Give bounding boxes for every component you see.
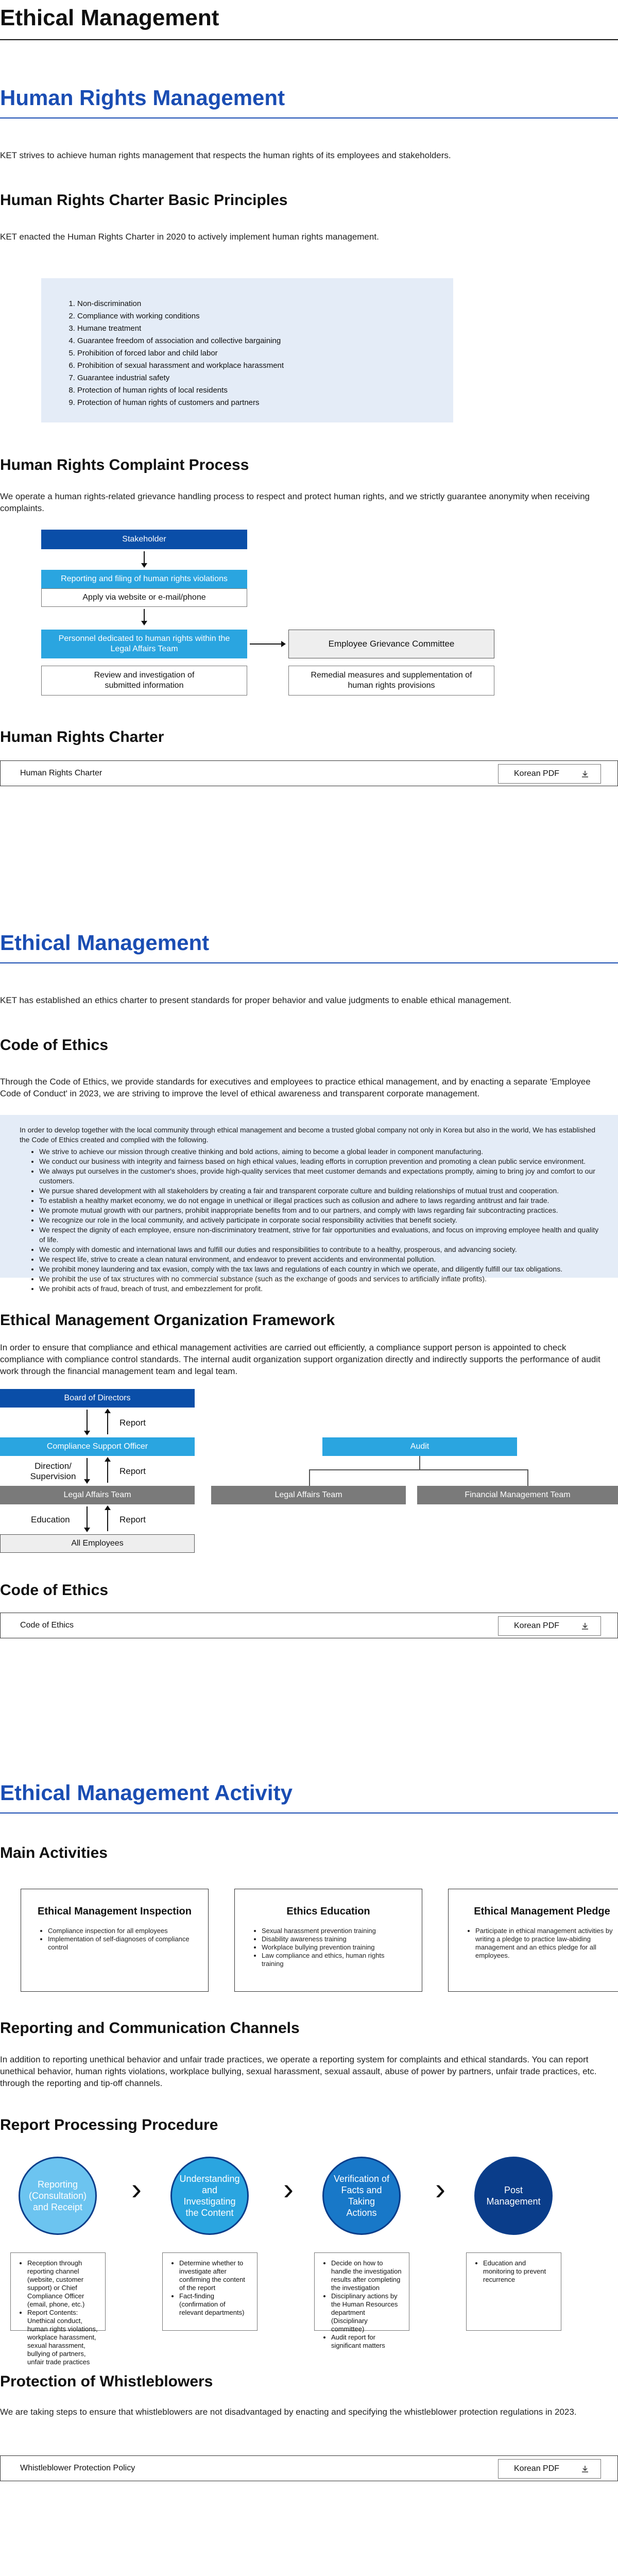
korean-pdf-button[interactable]	[498, 2459, 601, 2479]
procedure-step-label: Reporting (Consultation) and Receipt	[28, 2179, 87, 2212]
chevron-right-icon: ›	[283, 2172, 294, 2206]
reporting-channels-title: Reporting and Communication Channels	[0, 2020, 300, 2037]
org-audit: Audit	[322, 1437, 517, 1456]
complaint-process-text: We operate a human rights-related grievance handling process to respect and protect human rights, and we strictly guarantee anonymity when receiving complaints.	[0, 492, 590, 513]
procedure-step-circle	[19, 2157, 97, 2235]
download-icon	[581, 2465, 589, 2473]
section-title-activity: Ethical Management Activity	[0, 1781, 293, 1805]
principles-box	[41, 278, 453, 422]
procedure-step-item: • Determine whether to investigate after confirming the content of the report	[179, 2259, 250, 2292]
org-report-label: Report	[119, 1418, 146, 1428]
code-item: • To establish a healthy market economy, we do not engage in unethical or illegal practices such as collusion and adhere to laws regarding antitrust and fair trade.	[39, 1196, 604, 1206]
document-name: Code of Ethics	[20, 1621, 74, 1630]
code-item: • We pursue shared development with all stakeholders by creating a fair and transparent corporate culture and building relationships of mutual trust and cooperation.	[39, 1186, 604, 1196]
flow-stakeholder: Stakeholder	[41, 530, 247, 549]
document-name: Whistleblower Protection Policy	[20, 2464, 135, 2472]
flow-committee: Employee Grievance Committee	[288, 630, 494, 658]
code-doc-title: Code of Ethics	[0, 1582, 109, 1599]
activity-card-title: Ethical Management Inspection	[38, 1906, 192, 1917]
principle-item: 2. Compliance with working conditions	[77, 310, 453, 323]
procedure-step-label: Understanding and Investigating the Content	[179, 2174, 240, 2218]
procedure-title: Report Processing Procedure	[0, 2116, 218, 2133]
code-item: • We prohibit the use of tax structures with no commercial substance (such as the exchange of goods and services to artificially inflate profits).	[39, 1274, 604, 1284]
divider	[0, 117, 618, 118]
charter-principles-text: KET enacted the Human Rights Charter in 2020 to actively implement human rights management.	[0, 232, 379, 242]
code-of-ethics-text: Through the Code of Ethics, we provide standards for executives and employees to practice ethical management, and by enacting a separate 'Employee Code of Conduct' in 2023, we are striving to improve the level of ethical awareness and transparent corporate management.	[0, 1077, 591, 1098]
principle-item: 9. Protection of human rights of customers and partners	[77, 397, 453, 409]
button-label: Korean PDF	[514, 769, 560, 778]
org-report-label: Report	[119, 1515, 146, 1524]
button-label: Korean PDF	[514, 2464, 560, 2473]
org-education-label: Education	[31, 1515, 70, 1524]
charter-principles-title: Human Rights Charter Basic Principles	[0, 192, 288, 209]
activity-card-item: • Compliance inspection for all employees	[48, 1927, 192, 1935]
org-finance: Financial Management Team	[417, 1486, 618, 1504]
code-list	[20, 1147, 604, 1294]
divider	[0, 1812, 618, 1814]
org-all-employees: All Employees	[0, 1534, 195, 1553]
code-item: • We strive to achieve our mission through creative thinking and bold actions, aiming to become a global leader in component manufacturing.	[39, 1147, 604, 1157]
code-of-ethics-title: Code of Ethics	[0, 1037, 109, 1054]
whistleblower-doc-row	[0, 2455, 618, 2481]
whistleblower-text: We are taking steps to ensure that whistleblowers are not disadvantaged by enacting and specifying the whistleblower protection regulations in 2023.	[0, 2407, 577, 2417]
complaint-process-title: Human Rights Complaint Process	[0, 456, 249, 473]
code-item: • We prohibit acts of fraud, breach of trust, and embezzlement for profit.	[39, 1284, 604, 1294]
code-doc-row	[0, 1613, 618, 1638]
flow-report: Reporting and filing of human rights violations	[41, 570, 247, 588]
flow-review: Review and investigation of submitted information	[41, 666, 247, 696]
org-cso: Compliance Support Officer	[0, 1437, 195, 1456]
procedure-step-circle	[170, 2157, 249, 2235]
procedure-step-detail	[10, 2252, 106, 2366]
code-item: • We conduct our business with integrity and fairness based on high ethical values, leading efforts in corruption prevention and promoting a clean public service environment.	[39, 1157, 604, 1166]
arrow-right-icon	[250, 643, 285, 645]
activity-card-item: • Law compliance and ethics, human rights training	[262, 1952, 405, 1968]
code-item: • We comply with domestic and international laws and fulfill our duties and responsibilities to contribute to a healthy, prosperous, and advancing society.	[39, 1245, 604, 1255]
arrow-up-icon	[107, 1458, 108, 1483]
org-framework-title: Ethical Management Organization Framework	[0, 1312, 335, 1329]
connector	[527, 1469, 528, 1486]
download-icon	[581, 770, 589, 778]
org-legal: Legal Affairs Team	[0, 1486, 195, 1504]
principle-item: 1. Non-discrimination	[77, 298, 453, 310]
org-framework-text: In order to ensure that compliance and ethical management activities are carried out efficiently, a compliance support person is appointed to check compliance with compliance control standards. The internal audit organization support organization directly and indirectly supports the performance of audit work through the financial management team and legal team.	[0, 1343, 600, 1376]
whistleblower-title: Protection of Whistleblowers	[0, 2373, 213, 2390]
arrow-down-icon	[144, 551, 145, 567]
flow-remedial: Remedial measures and supplementation of human rights provisions	[288, 666, 494, 696]
button-label: Korean PDF	[514, 1621, 560, 1630]
arrow-up-icon	[107, 1410, 108, 1434]
hr-charter-title: Human Rights Charter	[0, 728, 164, 745]
procedure-step-item: • Reception through reporting channel (website, customer support) or Chief Compliance Officer (email, phone, etc.)	[27, 2259, 98, 2309]
activity-card-item: • Disability awareness training	[262, 1935, 405, 1943]
org-direction-label: Direction/ Supervision	[30, 1461, 76, 1481]
chevron-right-icon: ›	[435, 2172, 445, 2206]
activity-card-title: Ethical Management Pledge	[474, 1906, 610, 1917]
procedure-step-detail	[466, 2252, 561, 2331]
page-title: Ethical Management	[0, 5, 219, 30]
connector	[309, 1469, 528, 1470]
code-item: • We promote mutual growth with our partners, prohibit inappropriate benefits from and to our partners, and comply with laws regarding fair subcontracting practices.	[39, 1206, 604, 1215]
connector	[419, 1456, 420, 1469]
procedure-step-detail	[314, 2252, 409, 2349]
activity-card-item: • Sexual harassment prevention training	[262, 1927, 405, 1935]
procedure-step-item: • Audit report for significant matters	[331, 2333, 402, 2350]
reporting-channels-text: In addition to reporting unethical behavior and unfair trade practices, we operate a reporting system for complaints and ethical standards. You can report unethical behavior, human rights violations, workplace bullying, sexual harassment, sexual assault, abuse of power by partners, unfair trade practices, etc. through the reporting and tip-off channels.	[0, 2055, 597, 2088]
code-lead: In order to develop together with the local community through ethical management and become a trusted global company not only in Korea but also in the world, We has established the Code of Ethics created and complied with the following.	[20, 1126, 596, 1144]
chevron-right-icon: ›	[131, 2172, 142, 2206]
procedure-step-detail	[162, 2252, 258, 2331]
arrow-down-icon	[87, 1458, 88, 1483]
download-icon	[581, 1622, 589, 1630]
arrow-down-icon	[87, 1410, 88, 1434]
activity-card	[448, 1889, 618, 1992]
activity-card	[234, 1889, 422, 1992]
code-item: • We recognize our role in the local community, and actively participate in corporate social responsibility activities that benefit society.	[39, 1215, 604, 1225]
flow-apply: Apply via website or e-mail/phone	[41, 588, 247, 607]
principle-item: 5. Prohibition of forced labor and child labor	[77, 347, 453, 360]
procedure-step-circle	[322, 2157, 401, 2235]
procedure-step-item: • Education and monitoring to prevent recurrence	[483, 2259, 554, 2284]
code-item: • We always put ourselves in the customer's shoes, provide high-quality services that meet customer demands and expectations promptly, aiming to bring joy and comfort to our customers.	[39, 1166, 604, 1186]
arrow-down-icon	[144, 609, 145, 624]
arrow-down-icon	[87, 1506, 88, 1531]
korean-pdf-button[interactable]	[498, 1616, 601, 1636]
principle-item: 4. Guarantee freedom of association and collective bargaining	[77, 335, 453, 347]
flow-personnel: Personnel dedicated to human rights within the Legal Affairs Team	[41, 630, 247, 658]
procedure-step-label: Verification of Facts and Taking Actions	[333, 2174, 390, 2218]
divider	[0, 39, 618, 40]
hr-charter-row	[0, 760, 618, 786]
activity-card-item: • Workplace bullying prevention training	[262, 1943, 405, 1952]
activity-card-title: Ethics Education	[286, 1906, 370, 1917]
activity-card	[21, 1889, 209, 1992]
activity-card-item: • Implementation of self-diagnoses of compliance control	[48, 1935, 192, 1952]
section-title-ethical-management: Ethical Management	[0, 930, 210, 955]
principle-item: 3. Humane treatment	[77, 323, 453, 335]
hr-intro: KET strives to achieve human rights management that respects the human rights of its employees and stakeholders.	[0, 150, 451, 160]
activity-card-item: • Participate in ethical management activities by writing a pledge to practice law-abiding management and an ethics pledge for all employees.	[475, 1927, 618, 1960]
document-name: Human Rights Charter	[20, 769, 102, 777]
principle-item: 7. Guarantee industrial safety	[77, 372, 453, 384]
korean-pdf-button[interactable]	[498, 764, 601, 784]
section-title-human-rights: Human Rights Management	[0, 86, 285, 110]
org-legal-2: Legal Affairs Team	[211, 1486, 406, 1504]
procedure-step-item: • Decide on how to handle the investigation results after completing the investigation	[331, 2259, 402, 2292]
procedure-step-label: Post Management	[486, 2185, 541, 2207]
em-intro: KET has established an ethics charter to present standards for proper behavior and value judgments to enable ethical management.	[0, 995, 511, 1005]
code-item: • We respect life, strive to create a clean natural environment, and endeavor to prevent accidents and environmental pollution.	[39, 1255, 604, 1264]
code-box	[0, 1115, 618, 1293]
procedure-step-item: • Fact-finding (confirmation of relevant departments)	[179, 2292, 250, 2317]
org-report-label: Report	[119, 1466, 146, 1476]
code-item: • We prohibit money laundering and tax evasion, comply with the tax laws and regulations of each country in which we operate, and diligently fulfill our tax obligations.	[39, 1264, 604, 1274]
code-item: • We respect the dignity of each employee, ensure non-discriminatory treatment, strive for fair opportunities and evaluations, and focus on improving employee health and quality of life.	[39, 1225, 604, 1245]
org-board: Board of Directors	[0, 1389, 195, 1408]
connector	[309, 1469, 310, 1486]
principle-item: 8. Protection of human rights of local residents	[77, 384, 453, 397]
procedure-step-item: • Disciplinary actions by the Human Resources department (Disciplinary committee)	[331, 2292, 402, 2333]
arrow-up-icon	[107, 1506, 108, 1531]
principle-item: 6. Prohibition of sexual harassment and workplace harassment	[77, 360, 453, 372]
principles-list	[41, 298, 453, 409]
main-activities-title: Main Activities	[0, 1844, 108, 1861]
procedure-step-circle	[474, 2157, 553, 2235]
divider	[0, 962, 618, 963]
procedure-step-item: • Report Contents: Unethical conduct, human rights violations, workplace harassment, sexual harassment, bullying of partners, unfair trade practices	[27, 2309, 98, 2366]
